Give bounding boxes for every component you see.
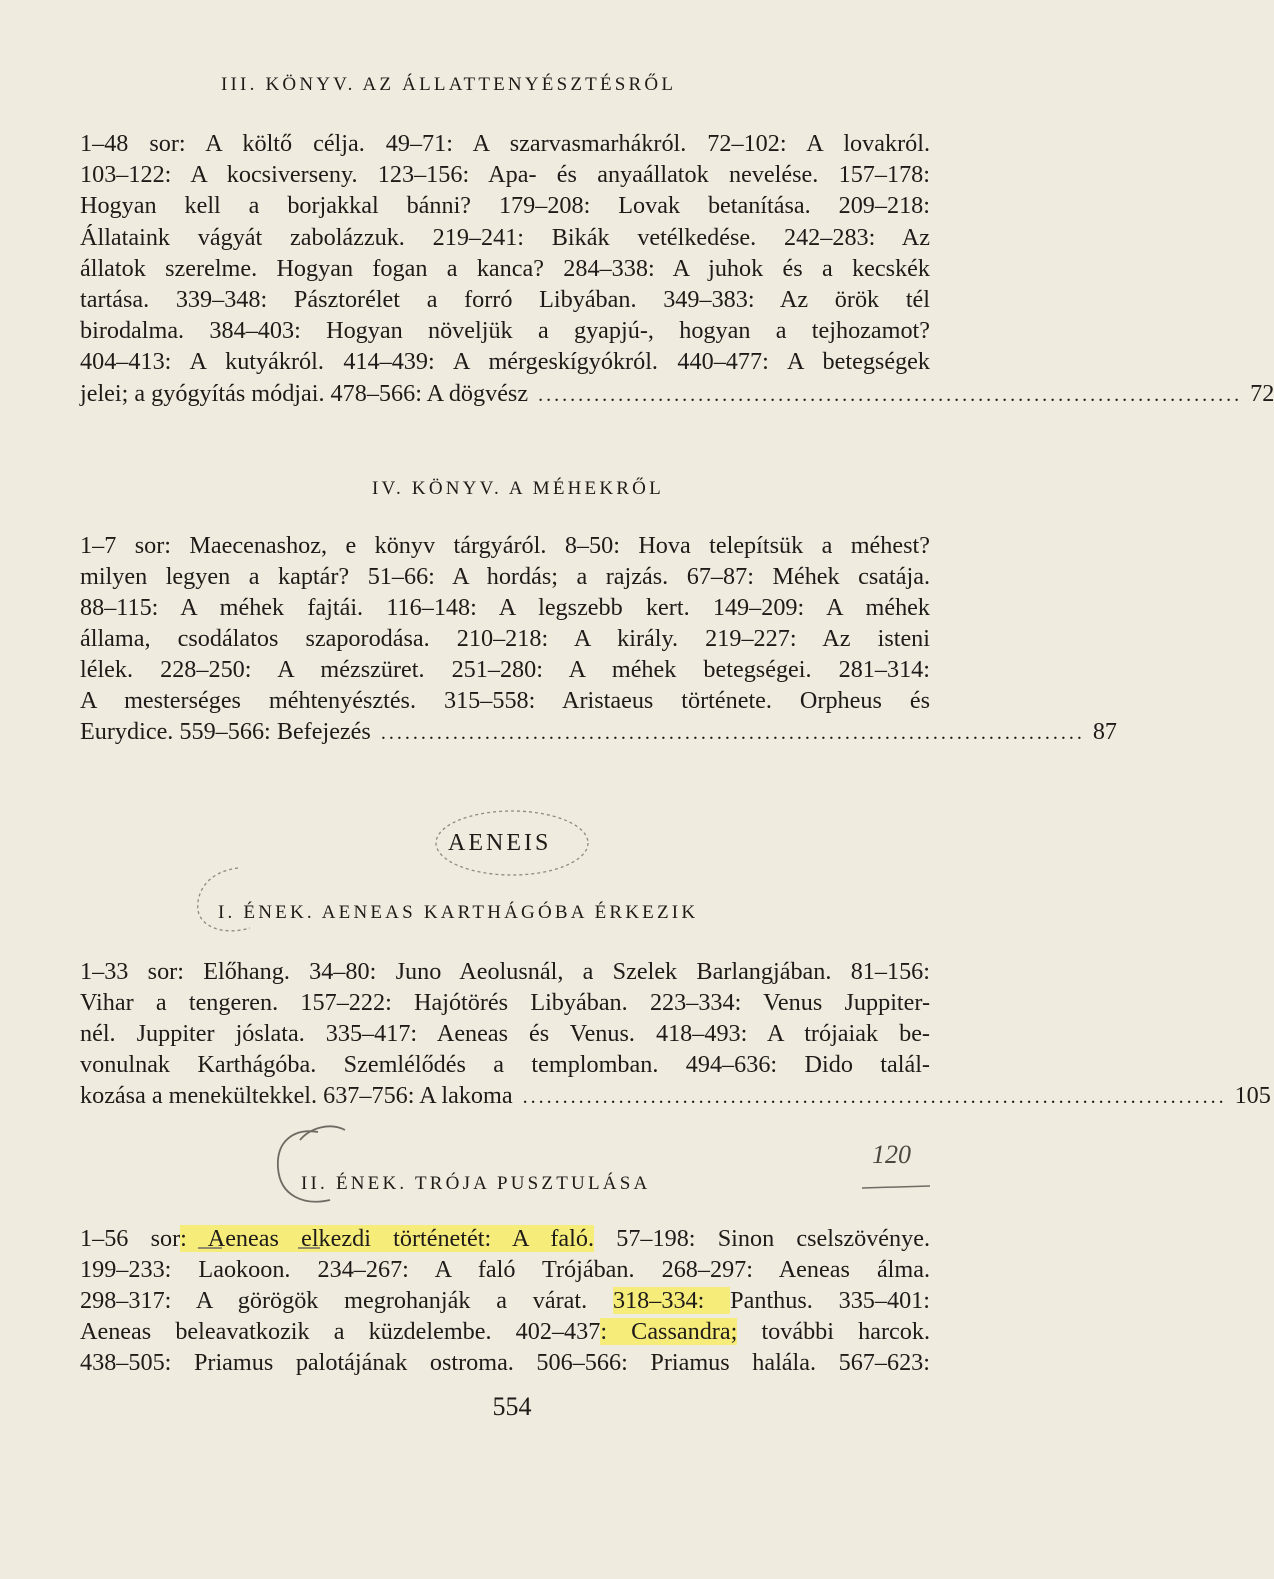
book3-line-1: 1–48 sor: A költő célja. 49–71: A szarvasmarhákról. 72–102: A lovakról. [80,130,930,157]
canto2-line-3 [80,1285,930,1316]
book3-toc-entry [80,378,1274,411]
book3-line-4: Állataink vágyát zabolázzuk. 219–241: Bikák vetélkedése. 242–283: Az [80,224,930,251]
book4-line-1: 1–7 sor: Maecenashoz, e könyv tárgyáról. 8–50: Hova telepítsük a méhest? [80,532,930,559]
book4-heading: IV. KÖNYV. A MÉHEKRŐL [372,478,664,499]
line-text: Panthus. 335–401: [730,1287,930,1314]
highlighted-text: : Cassandra; [600,1318,738,1345]
highlighted-text: 318–334: [612,1287,731,1314]
line-text: Aeneas beleavatkozik a küzdelembe. 402–437 [80,1318,601,1345]
pencil-stroke [300,1126,345,1140]
canto1-page-ref: 105 [1234,1082,1271,1109]
book3-line-8: 404–413: A kutyákról. 414–439: A mérgeskígyókról. 440–477: A betegségek [80,348,930,375]
canto1-toc-entry [80,1080,1271,1113]
book3-line-3: Hogyan kell a borjakkal bánni? 179–208: Lovak betanítása. 209–218: [80,192,930,219]
book4-line-4: állama, csodálatos szaporodása. 210–218: A király. 219–227: Az isteni [80,625,930,652]
canto1-line-1: 1–33 sor: Előhang. 34–80: Juno Aeolusnál, a Szelek Barlangjában. 81–156: [80,958,930,985]
book4-last-line: Eurydice. 559–566: Befejezés [80,718,371,745]
book4-line-6: A mesterséges méhtenyésztés. 315–558: Aristaeus története. Orpheus és [80,687,930,714]
line-text: 57–198: Sinon cselszövénye. [594,1225,931,1252]
canto2-line-1 [80,1223,930,1254]
book4-page-ref: 87 [1092,718,1118,745]
canto2-line-4 [80,1316,930,1347]
leader-dots: ........................................................................................ [522,1086,1227,1108]
margin-underline [862,1186,930,1188]
page-number: 554 [492,1392,532,1421]
book3-page-ref: 72 [1250,380,1274,407]
canto1-line-4: vonulnak Karthágóba. Szemlélődés a templomban. 494–636: Dido talál- [80,1051,930,1078]
canto1-heading: I. ÉNEK. AENEAS KARTHÁGÓBA ÉRKEZIK [218,902,699,923]
book4-toc-entry [80,716,1118,749]
canto2-line-5: 438–505: Priamus palotájának ostroma. 506–566: Priamus halála. 567–623: [80,1349,930,1376]
aeneis-title: AENEIS [448,830,552,856]
canto1-last-line: kozása a menekültekkel. 637–756: A lakoma [80,1082,513,1109]
canto1-line-3: nél. Juppiter jóslata. 335–417: Aeneas és Venus. 418–493: A trójaiak be- [80,1020,930,1047]
book3-line-5: állatok szerelme. Hogyan fogan a kanca? 284–338: A juhok és a kecskék [80,255,930,282]
book4-line-2: milyen legyen a kaptár? 51–66: A hordás; a rajzás. 67–87: Méhek csatája. [80,563,930,590]
book3-last-line: jelei; a gyógyítás módjai. 478–566: A dögvész [80,380,529,407]
line-range: 1–56 sor [80,1225,181,1252]
book4-line-5: lélek. 228–250: A mézszüret. 251–280: A méhek betegségei. 281–314: [80,656,930,683]
canto2-heading: II. ÉNEK. TRÓJA PUSZTULÁSA [301,1173,651,1194]
book3-line-6: tartása. 339–348: Pásztorélet a forró Libyában. 349–383: Az örök tél [80,286,930,313]
canto2-line-2: 199–233: Laokoon. 234–267: A faló Trójában. 268–297: Aeneas álma. [80,1256,930,1283]
line-text: 298–317: A görögök megrohanják a várat. [80,1287,613,1314]
leader-dots: ........................................................................................ [380,722,1085,744]
canto1-line-2: Vihar a tengeren. 157–222: Hajótörés Libyában. 223–334: Venus Juppiter- [80,989,930,1016]
book3-line-7: birodalma. 384–403: Hogyan növeljük a gyapjú-, hogyan a tejhozamot? [80,317,930,344]
highlighted-text: : Aeneas elkezdi történetét: A faló. [180,1225,595,1252]
book4-line-3: 88–115: A méhek fajtái. 116–148: A legszebb kert. 149–209: A méhek [80,594,930,621]
margin-note: 120 [872,1140,911,1169]
leader-dots: ........................................................................................ [538,384,1243,406]
line-text: további harcok. [737,1318,930,1345]
book3-line-2: 103–122: A kocsiverseny. 123–156: Apa- és anyaállatok nevelése. 157–178: [80,161,930,188]
book3-heading: III. KÖNYV. AZ ÁLLATTENYÉSZTÉSRŐL [221,74,677,95]
